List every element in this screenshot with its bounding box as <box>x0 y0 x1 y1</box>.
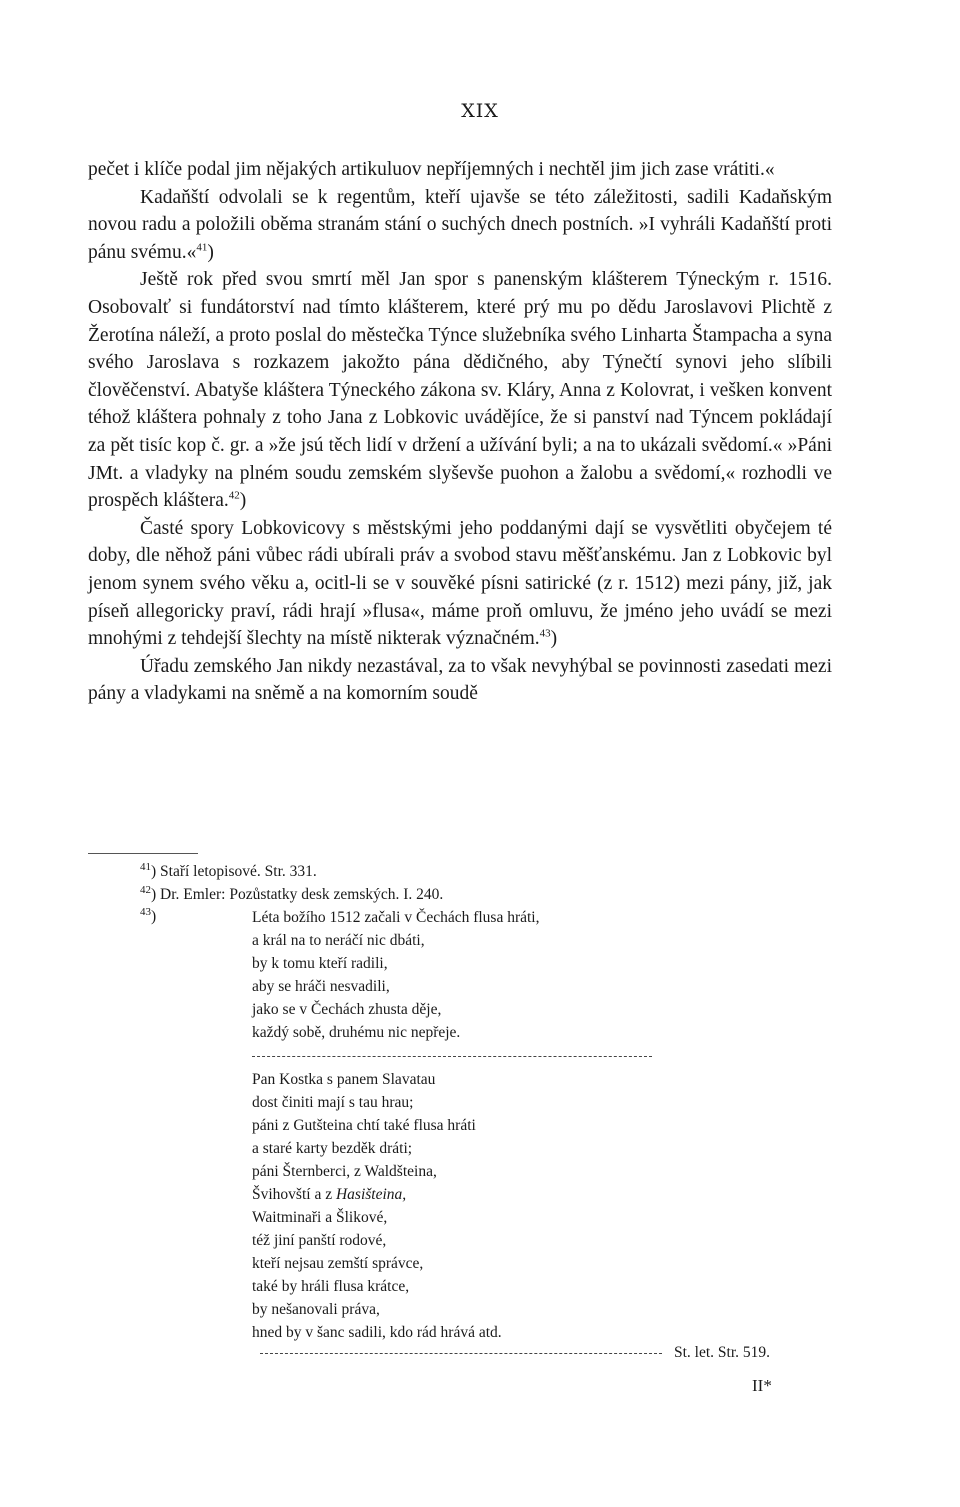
poem-line: také by hráli flusa krátce, <box>252 1278 410 1295</box>
source-citation: St. let. Str. 519. <box>673 1344 770 1361</box>
poem-line: jako se v Čechách zhusta děje, <box>252 1001 442 1018</box>
poem-stanza-2 <box>252 1068 812 1344</box>
poem-line: Waitminaři a Šlikové, <box>252 1209 388 1226</box>
poem-line: Švihovští a z Hasišteina, <box>252 1186 407 1203</box>
poem-line: Pan Kostka s panem Slavatau <box>252 1071 436 1088</box>
poem-stanza-1 <box>252 906 812 1044</box>
paragraph: Ještě rok před svou smrtí měl Jan spor s panenským klášterem Týneckým r. 1516. Osobovalť si fundátorství nad tímto klášterem, které prý mu po dědu Jaroslavovi Plichtě z Žerotína náleží, a proto poslal do městečka Týnce služebníka svého Linharta Štampacha a syna svého Jaroslava s rozkazem jakožto pána dědičného, aby Týnečtí synovi jeho slíbili člověčenství. Abatyše kláštera Týneckého zákona sv. Kláry, Anna z Kolovrat, i vešken konvent téhož kláštera pohnaly z toho Jana z Lobkovic uvádějíce, že si panství nad Týncem pokládají za pět tisíc kop č. gr. a »že jsú těch lidí v držení a užívání byli; a na to ukázali svědomí.« »Páni JMt. a vladyky na plném soudu zemském slyševše puohon a žalobu a svědomí,« rozhodli ve prospěch kláštera.$^{42}$) <box>88 269 832 512</box>
footnote-43-mark: $^{43}$) <box>140 905 157 925</box>
footnote-ref: 42 <box>228 489 240 502</box>
poem-line: kteří nejsau zemští správce, <box>252 1255 424 1272</box>
footnote-ref: 43 <box>539 627 551 640</box>
poem-line: a staré karty bezděk dráti; <box>252 1140 413 1157</box>
poem-line: by k tomu kteří radili, <box>252 955 388 972</box>
footnotes <box>140 860 840 906</box>
poem-line: každý sobě, druhému nic nepřeje. <box>252 1024 461 1041</box>
paragraph: Kadaňští odvolali se k regentům, kteří ujavše se této záležitosti, sadili Kadaňským novou radu a položili oběma stranám stání o suchých dnech postních. »I vyhráli Kadaňští proti pánu svému.«$^{41}$) <box>88 186 832 263</box>
paragraph: pečet i klíče podal jim nějakých artikuluov nepříjemných i nechtěl jim jich zase vrátiti.« <box>88 159 775 180</box>
footnote-divider <box>88 853 198 854</box>
stanza-divider <box>252 1056 652 1057</box>
page-number: XIX <box>461 100 499 122</box>
footnote: $^{42}$) Dr. Emler: Pozůstatky desk zemských. I. 240. <box>140 883 444 903</box>
poem-line: aby se hráči nesvadili, <box>252 978 390 995</box>
footnote-ref: 41 <box>196 241 208 254</box>
italic-word: Hasišteina, <box>335 1186 407 1203</box>
poem-line: hned by v šanc sadili, kdo rád hrává atd. <box>252 1324 502 1341</box>
paragraph: Úřadu zemského Jan nikdy nezastával, za to však nevyhýbal se povinnosti zasedati mezi pány a vladykami na sněmě a na komorním soudě <box>88 655 832 705</box>
poem-source <box>260 1344 770 1362</box>
paragraph: Časté spory Lobkovicovy s městskými jeho poddanými dají se vysvětliti obyčejem té doby, dle něhož páni vůbec rádi ubírali práv a svobod stavu měšťanskému. Jan z Lobkovic byl jenom synem svého věku a, ocitl-li se v souvěké písni satirické (z r. 1512) mezi pány, již, jak píseň allegoricky praví, rádi hrají »flusa«, máme proň omluvu, že jméno jeho uvádí se mezi mnohými z tehdejší šlechty na místě nikterak význačném.$^{43}$) <box>88 517 832 650</box>
source-dashes <box>260 1353 662 1354</box>
main-text <box>88 156 832 708</box>
poem-line: též jiní panští rodové, <box>252 1232 387 1249</box>
poem-line: by nešanovali práva, <box>252 1301 380 1318</box>
signature-mark: II* <box>752 1376 772 1395</box>
poem-line: Léta božího 1512 začali v Čechách flusa hráti, <box>252 909 540 926</box>
poem-line: páni z Gutšteina chtí také flusa hráti <box>252 1117 476 1134</box>
poem-line: dost činiti mají s tau hrau; <box>252 1094 414 1111</box>
footnote: $^{41}$) Staří letopisové. Str. 331. <box>140 860 317 880</box>
poem-line: páni Šternberci, z Waldšteina, <box>252 1163 437 1180</box>
poem-line: a král na to neráčí nic dbáti, <box>252 932 425 949</box>
